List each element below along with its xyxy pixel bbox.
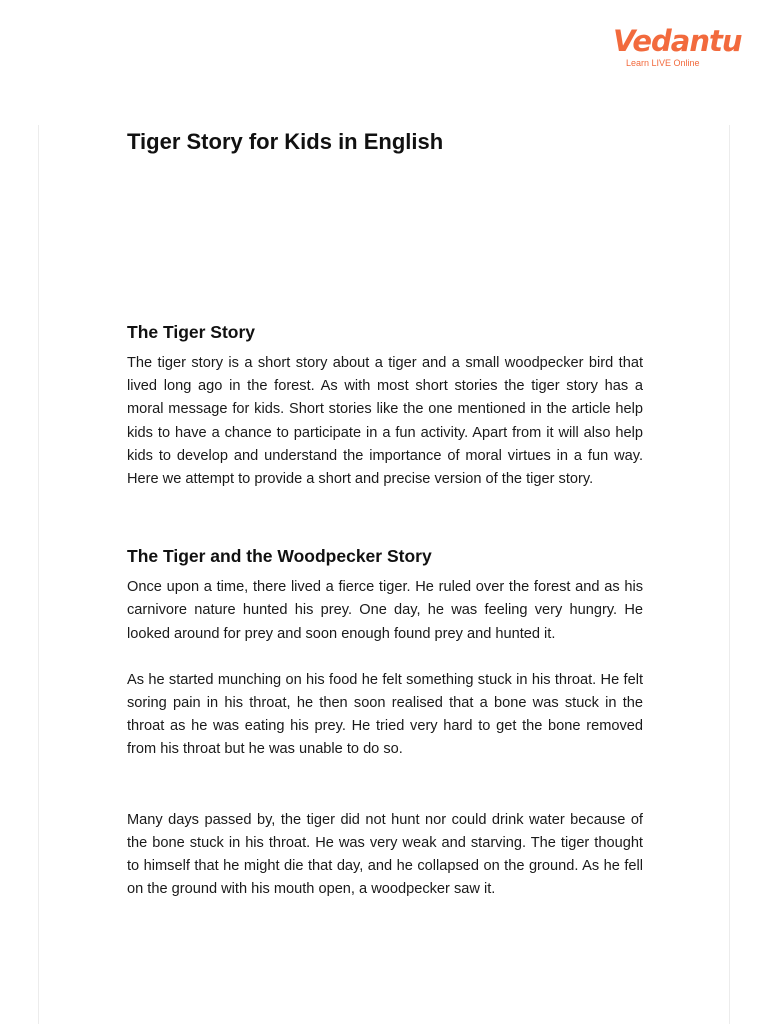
paragraph-story-3: Many days passed by, the tiger did not hunt nor could drink water because of the bone stuck in his throat. He was very weak and starving. The tiger thought to himself that he might die that day, and he collapsed on the ground. As he fell on the ground with his mouth open, a woodpecker saw it.: [127, 811, 643, 898]
paragraph-story-1: Once upon a time, there lived a fierce tiger. He ruled over the forest and as his carnivore nature hunted his prey. One day, he was feeling very hungry. He looked around for prey and soon enough found prey and hunted it.: [127, 579, 643, 642]
section-heading-tiger-woodpecker: The Tiger and the Woodpecker Story: [127, 546, 432, 567]
section-heading-tiger-story: The Tiger Story: [127, 322, 256, 342]
logo-wordmark: Vedantu: [613, 24, 742, 58]
logo-tagline: Learn LIVE Online: [626, 58, 700, 68]
paragraph-story-2: As he started munching on his food he felt something stuck in his throat. He felt soring pain in his throat, he then soon realised that a bone was stuck in the throat as he was eating his prey. He tried very hard to get the bone removed from his throat but he was unable to do so.: [127, 671, 643, 758]
page-title: Tiger Story for Kids in English: [127, 129, 444, 154]
page-border-left: [38, 125, 39, 1024]
page-border-right: [729, 125, 730, 1024]
paragraph-tiger-story-intro: The tiger story is a short story about a tiger and a small woodpecker bird that lived long ago in the forest. As with most short stories the tiger story has a moral message for kids. Short stories like the one mentioned in the article help kids to have a chance to participate in a fun activity. Apart from it will also help kids to develop and understand the importance of moral virtues in a fun way. Here we attempt to provide a short and precise version of the tiger story.: [127, 355, 643, 488]
document-content: [127, 128, 643, 901]
vedantu-logo: [613, 24, 742, 72]
